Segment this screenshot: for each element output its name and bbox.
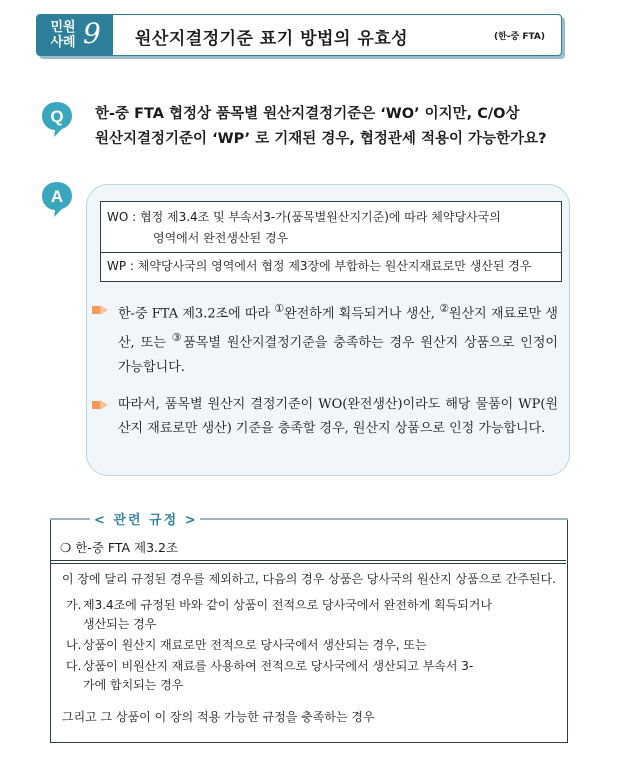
answer-letter: A bbox=[50, 187, 64, 206]
rule-divider bbox=[50, 563, 566, 564]
definition-wp: WP : 체약당사국의 영역에서 협정 제3장에 부합하는 원산지재료로만 생산된 경우 bbox=[107, 259, 532, 273]
rule-reference-label: 한-중 FTA 제3.2조 bbox=[75, 540, 179, 555]
answer-paragraph-1: 한-중 FTA 제3.2조에 따라 ①완전하게 획득되거나 생산, ②원산지 재료로만 생산, 또는 ③품목별 원산지결정기준을 충족하는 경우 원산지 상품으로 인정이 가능합니다. bbox=[118, 302, 558, 375]
answer-paragraph-2: 따라서, 품목별 원산지 결정기준이 WO(완전생산)이라도 해당 물품이 WP(원산지 재료로만 생산) 기준을 충족할 경우, 원산지 상품으로 인정 가능합니다. bbox=[118, 397, 558, 436]
rule-item: 나. 상품이 원산지 재료로만 전적으로 당사국에서 생산되는 경우, 또는 bbox=[66, 636, 546, 655]
question-icon bbox=[40, 100, 74, 138]
case-label: 민원 사례 bbox=[50, 20, 76, 50]
circled-three: ③ bbox=[171, 331, 184, 345]
question-line-1: 한-중 FTA 협정상 품목별 원산지결정기준은 ‘WO’ 이지만, C/O상 bbox=[95, 106, 520, 122]
definition-wo bbox=[107, 207, 557, 249]
question-letter: Q bbox=[50, 107, 64, 126]
case-header bbox=[36, 14, 562, 56]
arrow-bullet-icon bbox=[92, 400, 108, 410]
page-title: 원산지결정기준 표기 방법의 유효성 bbox=[135, 29, 409, 49]
rule-item-marker: 나. bbox=[66, 638, 82, 652]
definition-box bbox=[100, 201, 562, 282]
rules-top-border-right bbox=[200, 518, 568, 520]
rule-item-marker: 가. bbox=[66, 598, 82, 612]
question-text bbox=[95, 102, 575, 152]
answer-icon bbox=[40, 180, 74, 218]
definition-divider bbox=[101, 252, 561, 253]
question-line-2: 원산지결정기준이 ‘WP’ 로 기재된 경우, 협정관세 적용이 가능한가요? bbox=[95, 131, 547, 147]
rule-item: 다. 상품이 비원산지 재료를 사용하여 전적으로 당사국에서 생산되고 부속서 3- 가에 합치되는 경우 bbox=[66, 659, 474, 692]
rules-top-border-left bbox=[50, 518, 90, 520]
circled-one: ① bbox=[274, 302, 285, 315]
circled-two: ② bbox=[439, 302, 450, 315]
case-badge bbox=[37, 15, 113, 55]
definition-wo-line-2: 영역에서 완전생산된 경우 bbox=[153, 231, 289, 245]
circle-bullet-icon: ❍ bbox=[60, 540, 72, 555]
rule-intro: 이 장에 달리 규정된 경우를 제외하고, 다음의 경우 상품은 당사국의 원산지 상품으로 간주된다. bbox=[62, 572, 556, 586]
rule-item-marker: 다. bbox=[66, 659, 82, 673]
agreement-tag: (한-중 FTA) bbox=[493, 32, 545, 42]
rule-closing: 그리고 그 상품이 이 장의 적용 가능한 규정을 충족하는 경우 bbox=[62, 710, 375, 724]
case-number: 9 bbox=[83, 17, 101, 50]
related-rules-title: < 관련 규정 > bbox=[94, 513, 198, 528]
arrow-bullet-icon bbox=[92, 305, 108, 315]
rule-divider bbox=[50, 560, 566, 561]
definition-wo-line-1: WO : 협정 제3.4조 및 부속서3-가(품목별원산지기준)에 따라 체약당사국의 bbox=[107, 210, 501, 224]
rule-reference bbox=[60, 538, 178, 556]
rule-item: 가. 제3.4조에 규정된 바와 같이 상품이 전적으로 당사국에서 완전하게 획득되거나 생산되는 경우 bbox=[66, 598, 492, 631]
